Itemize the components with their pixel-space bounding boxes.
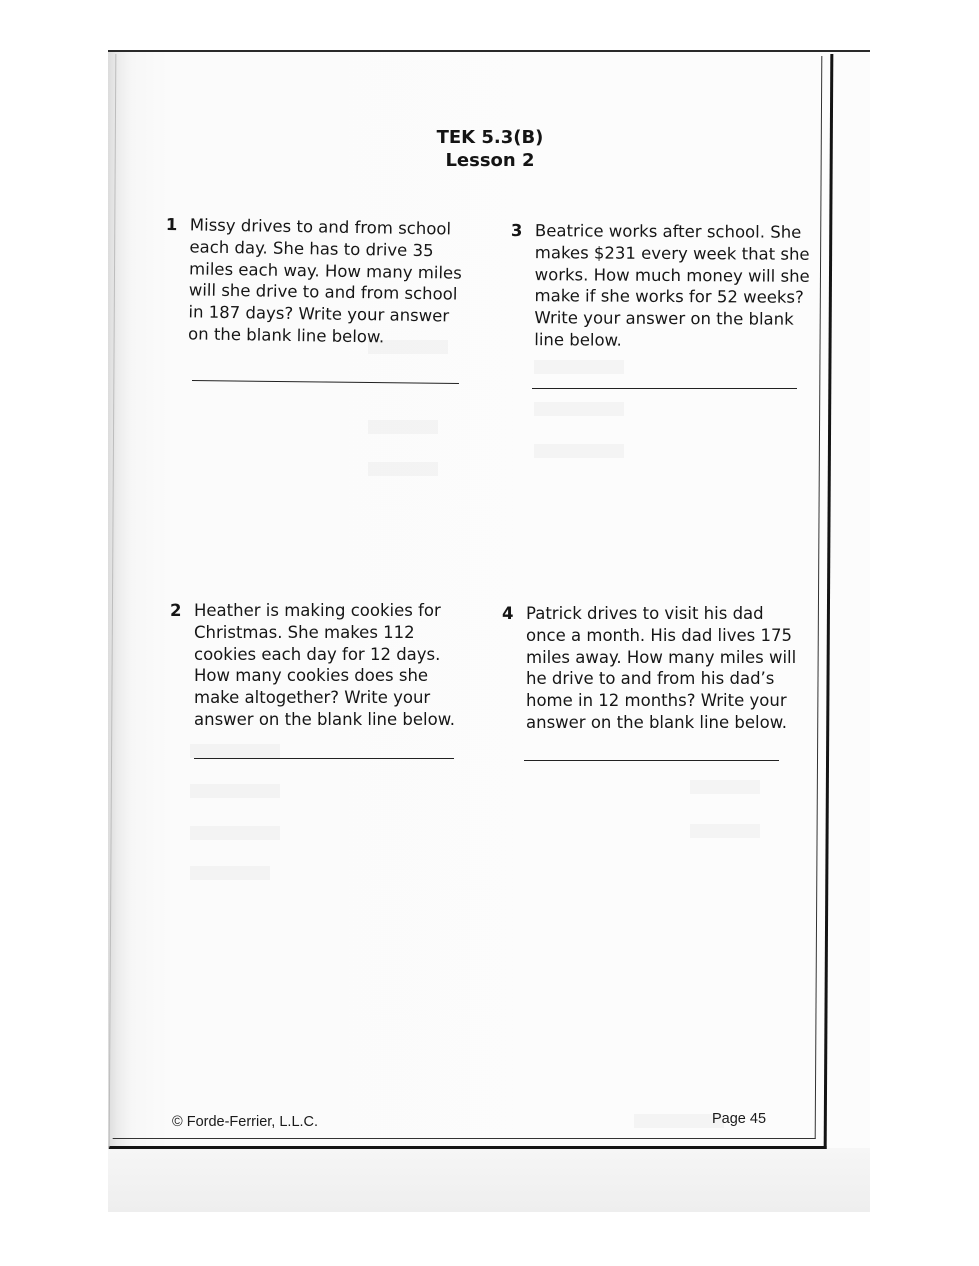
question-3 xyxy=(510,220,811,362)
question-text: Patrick drives to visit his dad once a month. His dad lives 175 miles away. How many miles will he drive to and from his dad’s home in 12 months? Write your answer on the blank line below. xyxy=(526,604,797,732)
question-text: Missy drives to and from school each day. She has to drive 35 miles each way. How many miles will she drive to and from school in 187 days? Write your answer on the blank line below. xyxy=(187,215,462,347)
question-number: 3 xyxy=(510,220,523,241)
page-number: Page 45 xyxy=(712,1111,767,1127)
question-number: 4 xyxy=(502,604,514,623)
question-2 xyxy=(170,600,460,740)
answer-line-4[interactable] xyxy=(524,760,779,761)
answer-line-3[interactable] xyxy=(532,388,797,389)
question-text: Beatrice works after school. She makes $231 every week that she works. How much money will she make if she works for 52 weeks? Write your answer on the blank line below. xyxy=(534,221,810,350)
paper-bottom-edge xyxy=(108,1148,870,1212)
lesson-title: Lesson 2 xyxy=(445,150,535,171)
answer-line-2[interactable] xyxy=(194,758,454,759)
question-4 xyxy=(502,603,802,743)
tek-code: TEK 5.3(B) xyxy=(436,127,544,148)
lesson-header xyxy=(390,126,590,172)
question-number: 1 xyxy=(165,214,178,235)
question-1 xyxy=(164,214,466,359)
copyright-notice: © Forde-Ferrier, L.L.C. xyxy=(172,1114,319,1130)
question-text: Heather is making cookies for Christmas. She makes 112 cookies each day for 12 days. How many cookies does she make altogether? Write your answer on the blank line below. xyxy=(194,601,455,729)
question-number: 2 xyxy=(170,601,182,620)
